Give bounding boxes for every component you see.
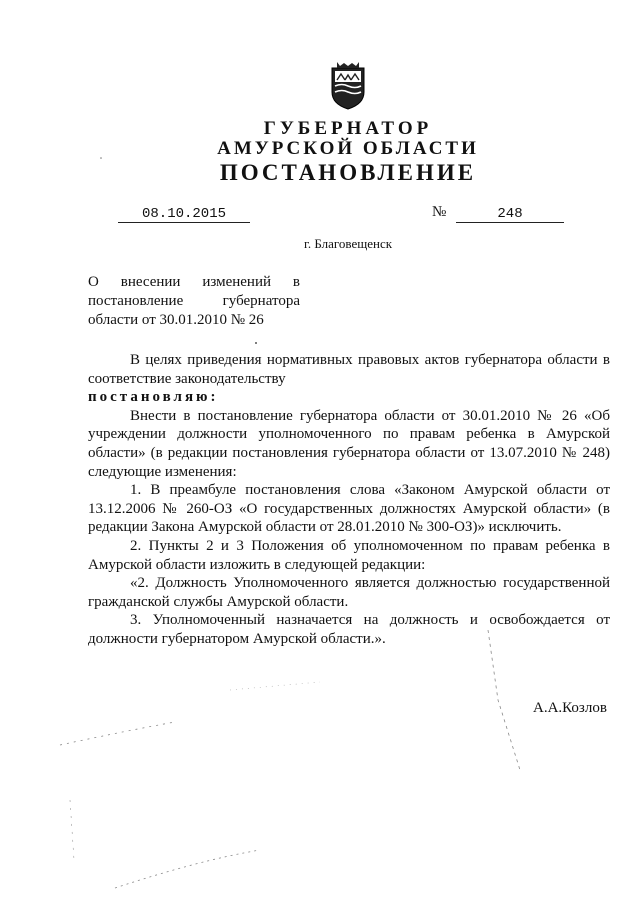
document-type-title: ПОСТАНОВЛЕНИЕ [219,160,477,185]
resolve-word: постановляю: [88,389,219,406]
body-paragraph: 1. В преамбуле постановления слова «Законом Амурской области от 13.12.2006 № 260-ОЗ «О государственных должностях Амурской области» (в редакции Закона Амурской области от 28.01.2010 № 300-ОЗ)» исключить. [88,482,610,536]
body-paragraph: 2. Пункты 2 и 3 Положения об уполномоченном по правам ребенка в Амурской области изложить в следующей редакции: [88,537,610,573]
header-title-governor: ГУБЕРНАТОР [263,118,433,139]
document-number: 248 [456,206,564,223]
subject-line: О внесении изменений в [88,274,300,290]
body-paragraph: «2. Должность Уполномоченного является должностью государственной гражданской службы Амурской области. [88,575,610,610]
subject-line: области от 30.01.2010 № 26 [88,312,264,328]
number-sign: № [432,204,447,220]
header-title-region: АМУРСКОЙ ОБЛАСТИ [217,138,479,159]
signature-name: А.А.Козлов [533,700,607,716]
preamble-paragraph: В целях приведения нормативных правовых актов губернатора области в соответствие законодательству [88,352,610,387]
body-paragraph: 3. Уполномоченный назначается на должность и освобождается от должности губернатором Амурской области.». [88,612,610,647]
body-paragraph: Внести в постановление губернатора области от 30.01.2010 № 26 «Об учреждении должности уполномоченного по правам ребенка в Амурской области» (в редакции постановления губернатора области от 13.07.2010 № 248) следующие изменения: [88,407,610,480]
document-date: 08.10.2015 [118,206,250,223]
subject-line: постановление губернатора [88,293,300,309]
city-name: г. Благовещенск [303,236,393,251]
